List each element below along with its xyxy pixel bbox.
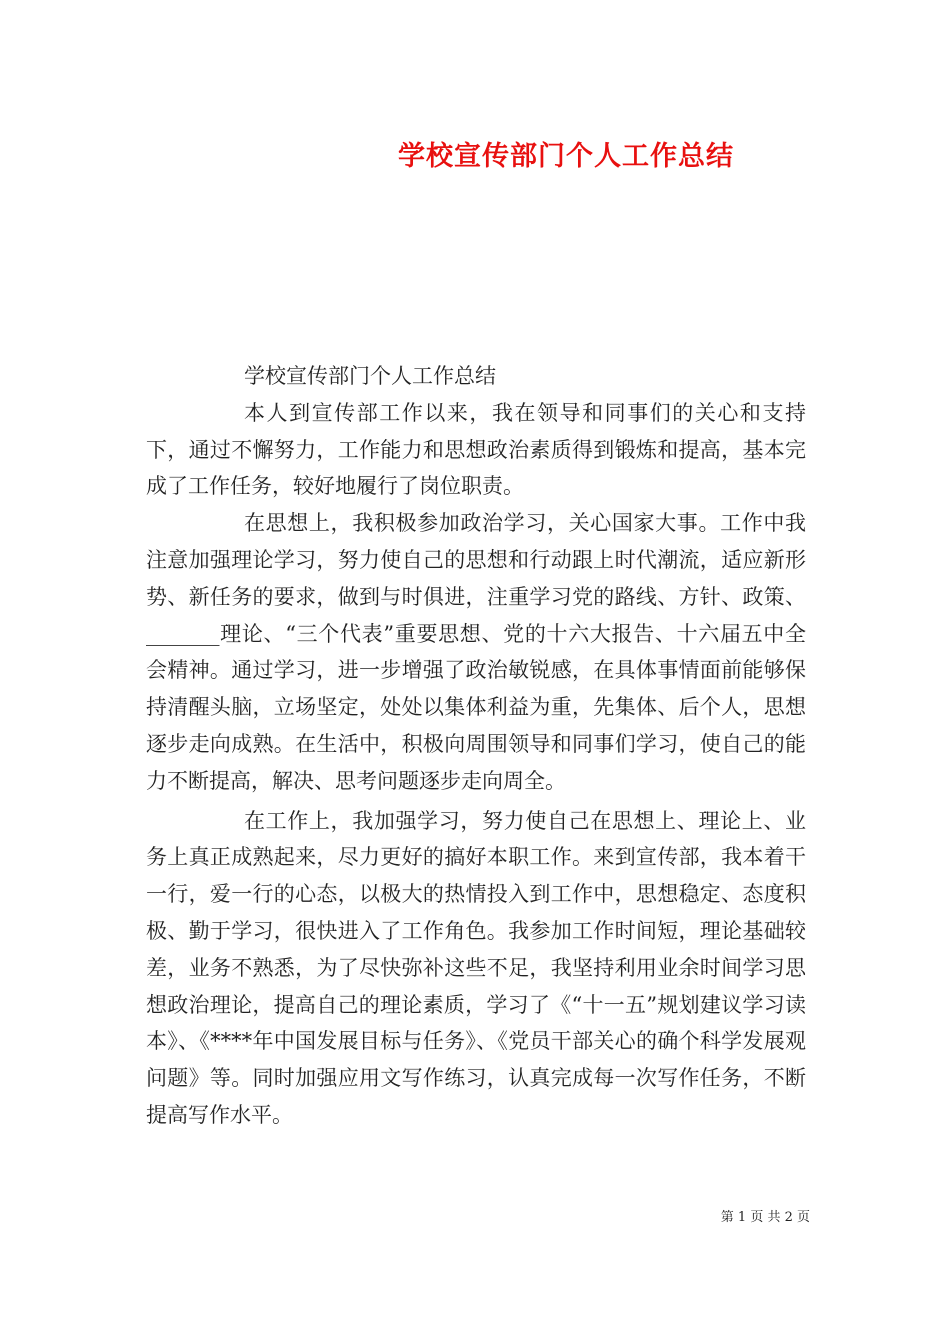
- document-title: 学校宣传部门个人工作总结: [398, 141, 734, 172]
- document-subtitle: 学校宣传部门个人工作总结: [244, 364, 496, 388]
- paragraph-work: 在工作上，我加强学习，努力使自己在思想上、理论上、业务上真正成熟起来，尽力更好的搞好本职工作。来到宣传部，我本着干一行，爱一行的心态，以极大的热情投入到工作中，思想稳定、态度积极、勤于学习，很快进入了工作角色。我参加工作时间短，理论基础较差，业务不熟悉，为了尽快弥补这些不足，我坚持利用业余时间学习思想政治理论，提高自己的理论素质，学习了《“十一五”规划建议学习读本》、《****年中国发展目标与任务》、《党员干部关心的确个科学发展观问题》等。同时加强应用文写作练习，认真完成每一次写作任务，不断提高写作水平。: [146, 808, 806, 1127]
- paragraph-ideology: 在思想上，我积极参加政治学习，关心国家大事。工作中我注意加强理论学习，努力使自己的思想和行动跟上时代潮流，适应新形势、新任务的要求，做到与时俱进，注重学习党的路线、方针、政策、_______理论、“三个代表”重要思想、党的十六大报告、十六届五中全会精神。通过学习，进一步增强了政治敏锐感，在具体事情面前能够保持清醒头脑，立场坚定，处处以集体利益为重，先集体、后个人，思想逐步走向成熟。在生活中，积极向周围领导和同事们学习，使自己的能力不断提高，解决、思考问题逐步走向周全。: [146, 511, 806, 793]
- paragraph-intro: 本人到宣传部工作以来，我在领导和同事们的关心和支持下，通过不懈努力，工作能力和思想政治素质得到锻炼和提高，基本完成了工作任务，较好地履行了岗位职责。: [146, 400, 806, 499]
- page-footer: 第 1 页 共 2 页: [720, 1210, 810, 1225]
- document-body: [146, 358, 806, 1134]
